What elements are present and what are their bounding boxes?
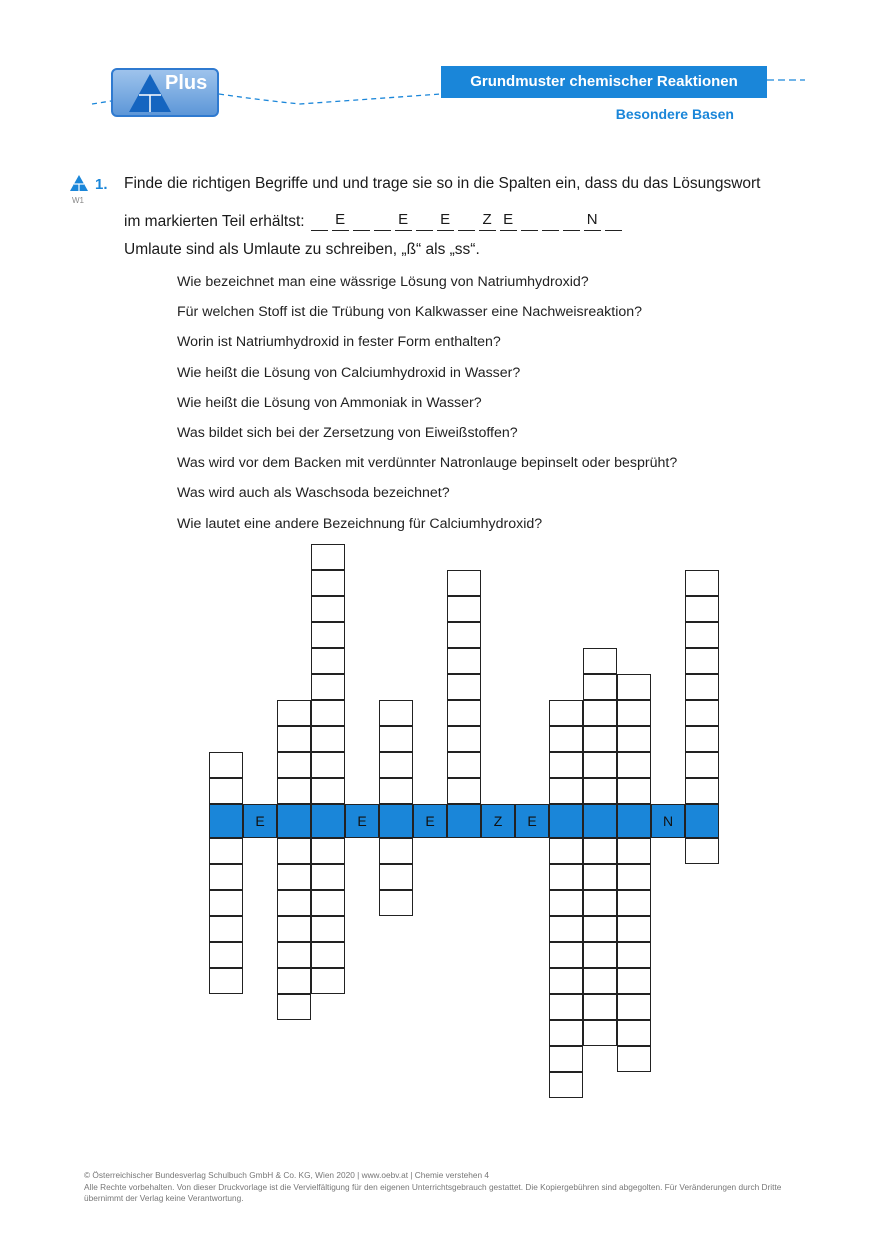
crossword-cell[interactable] xyxy=(379,726,413,752)
crossword-cell[interactable] xyxy=(617,942,651,968)
crossword-cell[interactable] xyxy=(277,752,311,778)
solution-blanks xyxy=(311,211,626,231)
solution-cell[interactable] xyxy=(685,804,719,838)
question-item: Wie heißt die Lösung von Calciumhydroxid in Wasser? xyxy=(177,364,521,381)
crossword-cell[interactable] xyxy=(549,700,583,726)
crossword-cell[interactable] xyxy=(447,648,481,674)
crossword-cell[interactable] xyxy=(583,864,617,890)
crossword-cell[interactable] xyxy=(447,700,481,726)
crossword-cell[interactable] xyxy=(277,968,311,994)
crossword-cell[interactable] xyxy=(549,752,583,778)
crossword-cell[interactable] xyxy=(549,1046,583,1072)
crossword-cell[interactable] xyxy=(447,674,481,700)
solution-blank[interactable]: E xyxy=(332,211,349,231)
crossword-cell[interactable] xyxy=(447,622,481,648)
solution-blank[interactable] xyxy=(311,211,328,231)
crossword-cell[interactable] xyxy=(311,622,345,648)
crossword-cell[interactable] xyxy=(583,1020,617,1046)
solution-blank[interactable]: E xyxy=(500,211,517,231)
solution-cell[interactable]: E xyxy=(515,804,549,838)
crossword-cell[interactable] xyxy=(549,994,583,1020)
crossword-cell[interactable] xyxy=(311,544,345,570)
task-instruction-line1: Finde die richtigen Begriffe und und trage sie so in die Spalten ein, dass du das Lösungswort xyxy=(124,175,761,192)
solution-blank[interactable]: N xyxy=(584,211,601,231)
crossword-cell[interactable] xyxy=(379,864,413,890)
solution-blank[interactable]: E xyxy=(395,211,412,231)
crossword-cell[interactable] xyxy=(617,726,651,752)
crossword-cell[interactable] xyxy=(311,570,345,596)
task-instruction-line2: im markierten Teil erhältst: xyxy=(124,213,305,230)
solution-cell[interactable]: Z xyxy=(481,804,515,838)
solution-cell[interactable]: E xyxy=(413,804,447,838)
crossword-cell[interactable] xyxy=(617,752,651,778)
crossword-cell[interactable] xyxy=(549,890,583,916)
question-item: Für welchen Stoff ist die Trübung von Kalkwasser eine Nachweisreaktion? xyxy=(177,304,643,321)
solution-cell[interactable] xyxy=(311,804,345,838)
solution-cell[interactable] xyxy=(379,804,413,838)
crossword-cell[interactable] xyxy=(685,700,719,726)
question-item: Wie heißt die Lösung von Ammoniak in Wasser? xyxy=(177,394,482,411)
crossword-cell[interactable] xyxy=(583,968,617,994)
crossword-cell[interactable] xyxy=(277,942,311,968)
crossword-cell[interactable] xyxy=(617,1020,651,1046)
crossword-cell[interactable] xyxy=(209,838,243,864)
crossword-cell[interactable] xyxy=(311,752,345,778)
section-title: Besondere Basen xyxy=(615,106,734,122)
solution-blank[interactable] xyxy=(521,211,538,231)
solution-cell[interactable]: N xyxy=(651,804,685,838)
footer-rights: Alle Rechte vorbehalten. Von dieser Druckvorlage ist die Vervielfältigung für den eigenen Unterrichtsgebrauch gestattet. Die Kopiergebühren sind abgegolten. Für Veränderungen durch Dritte übernimmt der Verlag keine Verantwortung. xyxy=(84,1181,782,1203)
solution-cell[interactable]: E xyxy=(345,804,379,838)
crossword-cell[interactable] xyxy=(447,570,481,596)
crossword-cell[interactable] xyxy=(277,890,311,916)
crossword-cell[interactable] xyxy=(583,838,617,864)
crossword-cell[interactable] xyxy=(549,726,583,752)
crossword-cell[interactable] xyxy=(549,1072,583,1098)
level-triangle-icon xyxy=(69,174,89,192)
solution-blank[interactable] xyxy=(605,211,622,231)
crossword-cell[interactable] xyxy=(617,890,651,916)
crossword-cell[interactable] xyxy=(277,838,311,864)
crossword-cell[interactable] xyxy=(311,726,345,752)
solution-cell[interactable] xyxy=(277,804,311,838)
crossword-cell[interactable] xyxy=(209,752,243,778)
crossword-cell[interactable] xyxy=(685,570,719,596)
crossword-cell[interactable] xyxy=(447,596,481,622)
crossword-cell[interactable] xyxy=(209,778,243,804)
footer xyxy=(84,1170,804,1205)
solution-cell[interactable] xyxy=(447,804,481,838)
crossword-cell[interactable] xyxy=(311,968,345,994)
crossword-cell[interactable] xyxy=(379,752,413,778)
crossword-cell[interactable] xyxy=(685,778,719,804)
task-level: W1 xyxy=(72,196,84,205)
crossword-cell[interactable] xyxy=(583,648,617,674)
crossword-cell[interactable] xyxy=(583,700,617,726)
crossword-cell[interactable] xyxy=(549,864,583,890)
crossword-cell[interactable] xyxy=(617,916,651,942)
crossword-cell[interactable] xyxy=(277,994,311,1020)
crossword-cell[interactable] xyxy=(617,994,651,1020)
crossword-cell[interactable] xyxy=(685,726,719,752)
crossword-cell[interactable] xyxy=(277,864,311,890)
crossword-cell[interactable] xyxy=(209,890,243,916)
solution-blank[interactable]: Z xyxy=(479,211,496,231)
crossword-cell[interactable] xyxy=(685,596,719,622)
solution-blank[interactable] xyxy=(563,211,580,231)
crossword-cell[interactable] xyxy=(685,674,719,700)
solution-cell[interactable] xyxy=(209,804,243,838)
crossword-cell[interactable] xyxy=(549,916,583,942)
question-item: Wie lautet eine andere Bezeichnung für Calciumhydroxid? xyxy=(177,515,543,532)
crossword-cell[interactable] xyxy=(685,648,719,674)
crossword-cell[interactable] xyxy=(277,778,311,804)
crossword-cell[interactable] xyxy=(311,916,345,942)
crossword-cell[interactable] xyxy=(617,838,651,864)
crossword-cell[interactable] xyxy=(209,942,243,968)
crossword-cell[interactable] xyxy=(209,864,243,890)
solution-cell[interactable] xyxy=(549,804,583,838)
crossword-cell[interactable] xyxy=(311,778,345,804)
crossword-cell[interactable] xyxy=(583,674,617,700)
crossword-cell[interactable] xyxy=(277,916,311,942)
crossword-cell[interactable] xyxy=(311,700,345,726)
crossword-cell[interactable] xyxy=(311,674,345,700)
solution-cell[interactable] xyxy=(583,804,617,838)
crossword-cell[interactable] xyxy=(617,968,651,994)
crossword-cell[interactable] xyxy=(209,916,243,942)
crossword-cell[interactable] xyxy=(311,838,345,864)
crossword-cell[interactable] xyxy=(617,700,651,726)
crossword-cell[interactable] xyxy=(583,916,617,942)
solution-cell[interactable] xyxy=(617,804,651,838)
crossword-cell[interactable] xyxy=(685,838,719,864)
solution-blank[interactable] xyxy=(374,211,391,231)
crossword-cell[interactable] xyxy=(617,864,651,890)
solution-blank[interactable] xyxy=(542,211,559,231)
task-instruction-line3: Umlaute sind als Umlaute zu schreiben, „ß“ als „ss“. xyxy=(124,241,480,258)
crossword-cell[interactable] xyxy=(311,890,345,916)
crossword-cell[interactable] xyxy=(311,864,345,890)
crossword-cell[interactable] xyxy=(379,890,413,916)
crossword-cell[interactable] xyxy=(277,700,311,726)
crossword-cell[interactable] xyxy=(447,726,481,752)
crossword-cell[interactable] xyxy=(549,942,583,968)
solution-blank[interactable] xyxy=(458,211,475,231)
crossword-cell[interactable] xyxy=(685,622,719,648)
solution-cell[interactable]: E xyxy=(243,804,277,838)
crossword-cell[interactable] xyxy=(311,596,345,622)
crossword-cell[interactable] xyxy=(685,752,719,778)
crossword-cell[interactable] xyxy=(209,968,243,994)
crossword-cell[interactable] xyxy=(379,700,413,726)
solution-blank[interactable]: E xyxy=(437,211,454,231)
crossword-cell[interactable] xyxy=(583,890,617,916)
crossword-cell[interactable] xyxy=(583,752,617,778)
crossword-cell[interactable] xyxy=(549,1020,583,1046)
question-item: Was wird auch als Waschsoda bezeichnet? xyxy=(177,485,450,502)
crossword-cell[interactable] xyxy=(549,778,583,804)
solution-blank[interactable] xyxy=(416,211,433,231)
crossword-cell[interactable] xyxy=(447,752,481,778)
task-number: 1. xyxy=(95,176,108,193)
crossword-cell[interactable] xyxy=(549,838,583,864)
logo-label: Plus xyxy=(165,72,208,94)
footer-copyright: © Österreichischer Bundesverlag Schulbuch GmbH & Co. KG, Wien 2020 | www.oebv.at | Chemie verstehen 4 xyxy=(84,1170,490,1180)
question-item: Worin ist Natriumhydroxid in fester Form enthalten? xyxy=(177,334,501,351)
chapter-title: Grundmuster chemischer Reaktionen xyxy=(441,66,767,98)
solution-word-row xyxy=(124,209,626,231)
question-item: Was wird vor dem Backen mit verdünnter Natronlauge bepinselt oder besprüht? xyxy=(177,455,678,472)
crossword-cell[interactable] xyxy=(379,838,413,864)
crossword-cell[interactable] xyxy=(583,726,617,752)
crossword-cell[interactable] xyxy=(583,942,617,968)
solution-blank[interactable] xyxy=(353,211,370,231)
crossword-cell[interactable] xyxy=(583,994,617,1020)
crossword-cell[interactable] xyxy=(311,942,345,968)
crossword-cell[interactable] xyxy=(617,778,651,804)
crossword-cell[interactable] xyxy=(379,778,413,804)
crossword-cell[interactable] xyxy=(311,648,345,674)
crossword-cell[interactable] xyxy=(617,1046,651,1072)
crossword-cell[interactable] xyxy=(617,674,651,700)
crossword-cell[interactable] xyxy=(447,778,481,804)
question-item: Wie bezeichnet man eine wässrige Lösung von Natriumhydroxid? xyxy=(177,274,589,290)
crossword-cell[interactable] xyxy=(277,726,311,752)
crossword-cell[interactable] xyxy=(583,778,617,804)
question-item: Was bildet sich bei der Zersetzung von Eiweißstoffen? xyxy=(177,425,518,441)
crossword-cell[interactable] xyxy=(549,968,583,994)
